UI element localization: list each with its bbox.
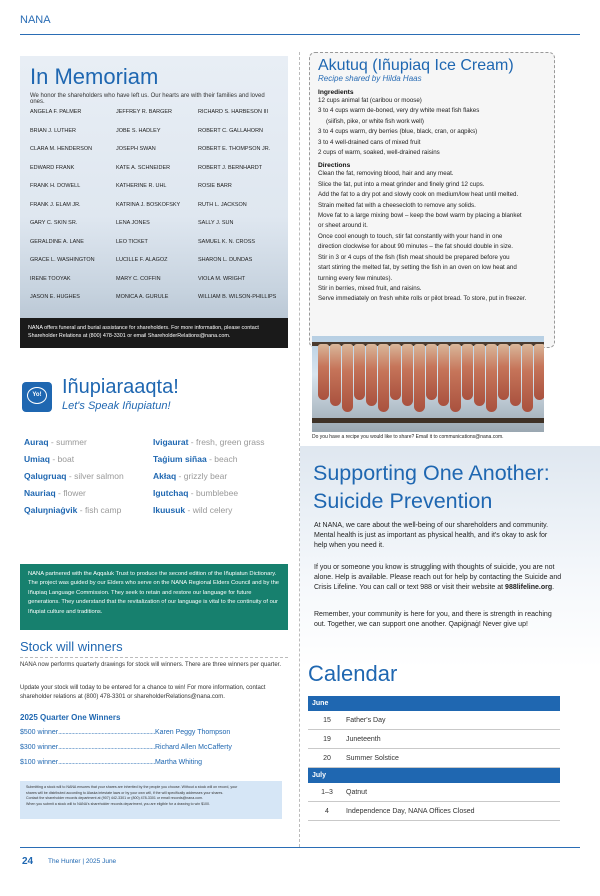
fish-strip (450, 344, 461, 412)
calendar-event: Independence Day, NANA Offices Closed (346, 808, 475, 815)
memoriam-name: LEO TICKET (116, 238, 148, 245)
calendar-date: 20 (323, 755, 331, 762)
vocabulary-list (24, 434, 289, 519)
vocabulary-meaning: beach (214, 454, 238, 464)
direction-line: Once cool enough to touch, stir fat constantly with your hand in one (318, 232, 503, 240)
fish-strip (390, 344, 401, 400)
memoriam-name: KATE A. SCHNEIDER (116, 164, 171, 171)
vocabulary-separator: - (49, 454, 58, 464)
direction-line: Add the fat to a dry pot and slowly cook on medium/low heat until melted. (318, 191, 519, 199)
vocabulary-word: Umiaq (24, 454, 50, 464)
fish-strip (342, 344, 353, 412)
recipe-title: Akutuq (Iñupiaq Ice Cream) (318, 57, 514, 74)
memoriam-name: MARY C. COFFIN (116, 275, 161, 282)
memoriam-name: RUTH L. JACKSON (198, 201, 247, 208)
memoriam-note: NANA offers funeral and burial assistance for shareholders. For more information, please contact Shareholder Relations at (800) 478-3301 or email ShareholderRelations@nana.com. (20, 318, 288, 348)
ingredient-line: 2 cups of warm, soaked, well-drained raisins (318, 149, 440, 157)
fish-strip (522, 344, 533, 412)
vocabulary-meaning: grizzly bear (183, 471, 228, 481)
vocabulary-word: Akłaq (153, 471, 177, 481)
lifeline-link[interactable]: 988lifeline.org (505, 583, 553, 591)
header-rule (20, 34, 580, 35)
winner-leader-dots: ................................................................... (58, 759, 155, 766)
suicide-p1: At NANA, we care about the well-being of our shareholders and community. Mental health is just as important as physical health, and it's okay to ask for help when you need it. (314, 522, 549, 549)
vocabulary-meaning: fish camp (84, 505, 122, 515)
ingredient-line: 3 to 4 cups warm de-boned, very dry white meat fish flakes (318, 107, 480, 115)
ingredient-line: (siifish, pike, or white fish work well) (326, 117, 424, 125)
calendar-table (308, 696, 560, 821)
memoriam-name: LENA JONES (116, 220, 150, 226)
winner-name: Martha Whiting (154, 759, 203, 766)
fish-strip (330, 344, 341, 406)
memoriam-name: LUCILLE F. ALAGOZ (116, 257, 168, 263)
stock-rule (20, 657, 288, 658)
winner-leader-dots: ................................................................... (58, 729, 155, 736)
calendar-row (308, 749, 560, 768)
vocabulary-item (153, 485, 289, 502)
memoriam-title: In Memoriam (30, 64, 159, 89)
fish-strip (534, 344, 544, 400)
stock-update-note: Update your stock will today to be entered for a chance to win! For more information, contact shareholder relations at (800) 478-3301 or shareholderRelations@nana.com. (20, 685, 266, 700)
memoriam-name: FRANK J. ELAM JR. (30, 201, 81, 208)
vocabulary-item (153, 451, 289, 468)
recipe-box (309, 52, 555, 348)
memoriam-name: GARY C. SKIN SR. (30, 220, 78, 226)
memoriam-name: ROBERT E. THOMPSON JR. (198, 146, 271, 152)
suicide-p2-end: . (552, 583, 555, 591)
vocabulary-word: Qaluŋniaġvik (24, 505, 78, 515)
memoriam-name: KATHERINE R. UHL (116, 183, 167, 189)
vocabulary-separator: - (77, 505, 85, 515)
direction-line: Stir in 3 or 4 cups of the fish (fish meat should be prepared before you (318, 253, 510, 261)
directions-list (318, 169, 546, 304)
vocabulary-separator: - (55, 488, 64, 498)
fish-strip (498, 344, 509, 400)
fish-strip (414, 344, 425, 412)
stock-fine-print (20, 781, 282, 819)
in-memoriam-panel (20, 56, 288, 348)
calendar-month-july: July (308, 768, 560, 783)
direction-line: Move fat to a large mixing bowl – keep the bowl warm by placing a blanket (318, 212, 522, 220)
recipe-byline: Recipe shared by Hilda Haas (318, 74, 422, 83)
vocabulary-item (153, 502, 289, 519)
vocabulary-word: Taġium siñaa (153, 454, 207, 464)
fish-strip (486, 344, 497, 412)
fish-strip (354, 344, 365, 400)
memoriam-name: JEFFREY R. BARGER (116, 109, 172, 115)
fish-strip (402, 344, 413, 406)
fish-strip (510, 344, 521, 406)
direction-line: Slice the fat, put into a meat grinder and finely grind 12 cups. (318, 180, 485, 188)
memoriam-name: MONICA A. GURULE (116, 294, 169, 300)
memoriam-name: JASON E. HUGHES (30, 294, 80, 300)
winner-row (20, 759, 270, 766)
vocabulary-separator: - (185, 505, 193, 515)
page-number: 24 (22, 856, 34, 867)
calendar-date: 4 (325, 808, 329, 815)
vocabulary-separator: - (188, 488, 196, 498)
vocabulary-meaning: wild celery (192, 505, 233, 515)
memoriam-intro: We honor the shareholders who have left us. Our hearts are with their families and loved ones. (30, 93, 265, 105)
memoriam-name: JOSEPH SWAN (116, 146, 156, 152)
speech-bubble-icon (22, 382, 52, 412)
vocabulary-meaning: boat (57, 454, 75, 464)
memoriam-name: VIOLA M. WRIGHT (198, 275, 246, 282)
memoriam-name: ROSIE BARR (198, 183, 232, 189)
vocabulary-separator: - (206, 454, 215, 464)
calendar-date: 15 (323, 717, 331, 724)
vocabulary-meaning: silver salmon (74, 471, 124, 481)
calendar-event: Qatnut (346, 789, 368, 796)
stock-intro: NANA now performs quarterly drawings for stock will winners. There are three winners per quarter. (20, 662, 281, 668)
section-header: NANA (20, 14, 51, 26)
ingredient-line: 12 cups animal fat (caribou or moose) (318, 97, 422, 104)
inupiaraaqta-title: Iñupiaraaqta! (62, 376, 179, 398)
fine-print-line: Submitting a stock will to NANA ensures that your shares are inherited by the people you choose. Without a stock will on record, your (26, 785, 238, 789)
memoriam-name: KATRINA J. BOSKOFSKY (116, 201, 181, 208)
ingredient-line: 3 to 4 cups warm, dry berries (blue, black, cran, or aqpiks) (318, 128, 478, 136)
vocabulary-separator: - (188, 437, 196, 447)
vocabulary-item (24, 502, 153, 519)
vocabulary-meaning: fresh, green grass (196, 437, 265, 447)
calendar-row (308, 802, 560, 821)
calendar-event: Father's Day (346, 717, 386, 724)
memoriam-name: GRACE L. WASHINGTON (30, 257, 95, 263)
calendar-month-june: June (308, 696, 560, 711)
vocabulary-meaning: summer (56, 437, 87, 447)
suicide-p3: Remember, your community is here for you, and there is strength in reaching out. Together, we can support one another. Qapiġnaġ! Never give up! (314, 611, 552, 628)
ingredient-line: 3 to 4 well-drained cans of mixed fruit (318, 138, 421, 146)
dictionary-partner-note: NANA partnered with the Aqqaluk Trust to produce the second edition of the Iñupiatun Dictionary. The project was guided by our Elders who serve on the NANA Regional Elders Council and by the Iñupiaq Language Commission. They seek to retain and restore our language for future generations. They understand that the revitalization of our language is vital to the continuity of our Iñupiat culture and traditions. (20, 564, 288, 630)
direction-line: direction clockwise for about 90 minutes – the fat should double in size. (318, 243, 514, 251)
calendar-row (308, 730, 560, 749)
ingredients-heading: Ingredients (318, 89, 354, 96)
title-line-1: Supporting One Another: (313, 461, 550, 485)
calendar-event: Summer Solstice (346, 755, 399, 762)
suicide-p2-text: If you or someone you know is struggling with thoughts of suicide, you are not alone. Help is available. Please reach out for help by contacting the Suicide and Crisis Lifeline. You can call or text 988 or visit their website at (314, 564, 562, 591)
memoriam-name: CLARA M. HENDERSON (30, 146, 93, 152)
memoriam-name: ANGELA F. PALMER (30, 109, 82, 115)
memoriam-name: SAMUEL K. N. CROSS (198, 238, 256, 245)
fish-strip (378, 344, 389, 412)
winner-row (20, 729, 270, 736)
calendar-row (308, 783, 560, 802)
winner-name: Richard Allen McCafferty (154, 744, 232, 751)
fish-strip (438, 344, 449, 406)
suicide-p2 (314, 563, 562, 592)
calendar-date: 1–3 (321, 789, 333, 796)
memoriam-name: EDWARD FRANK (30, 164, 75, 171)
winner-leader-dots: ................................................................... (58, 744, 155, 751)
vocabulary-word: Ivigaurat (153, 437, 189, 447)
winner-amount: $100 winner (20, 759, 59, 766)
memoriam-name: WILLIAM B. WILSON-PHILLIPS (198, 294, 277, 300)
memoriam-name: RICHARD S. HARBESON III (198, 109, 269, 115)
memoriam-name: GERALDINE A. LANE (30, 238, 84, 245)
fine-print-line: shares will be distributed according to Alaska intestate laws or by your own will, if the will specifically addresses your shares. (26, 790, 224, 795)
calendar-event: Juneteenth (346, 736, 381, 743)
winner-row (20, 744, 270, 751)
calendar-row (308, 711, 560, 730)
memoriam-names-list (30, 103, 288, 307)
fish-strip (366, 344, 377, 406)
memoriam-name: SHARON L. DUNDAS (198, 257, 253, 263)
title-line-2: Suicide Prevention (313, 489, 493, 513)
memoriam-name: BRIAN J. LUTHER (30, 127, 76, 134)
winners-heading: 2025 Quarter One Winners (20, 713, 121, 722)
speech-bubble-label: Yo! (27, 387, 47, 404)
memoriam-name: FRANK H. DOWELL (30, 183, 81, 189)
recipe-photo-caption: Do you have a recipe you would like to share? Email it to communications@nana.com. (312, 434, 504, 440)
direction-line: or sheet around it. (318, 222, 368, 230)
direction-line: Strain melted fat with a cheesecloth to remove any solids. (318, 201, 476, 209)
direction-line: start stirring the melted fat, by setting the fish in an oven on low heat and (318, 264, 517, 272)
fish-strip (462, 344, 473, 400)
fish-strip (474, 344, 485, 406)
vocabulary-meaning: flower (63, 488, 86, 498)
directions-heading: Directions (318, 162, 351, 170)
memoriam-name: IRENE TOOYAK (30, 275, 71, 282)
memoriam-name: JOBE S. HADLEY (116, 127, 161, 134)
fine-print-line: When you submit a stock will to NANA's shareholder records department, you are eligible for a drawing to win $100. (26, 801, 211, 806)
vocabulary-word: Ikuusuk (153, 505, 186, 515)
vocabulary-item (24, 451, 153, 468)
memoriam-name: ROBERT C. GALLAHORN (198, 127, 264, 134)
vocabulary-meaning: bumblebee (195, 488, 239, 498)
suicide-prevention-title (313, 459, 550, 515)
winner-name: Karen Peggy Thompson (154, 729, 231, 736)
vocabulary-item (153, 434, 289, 451)
vocabulary-word: Auraq (24, 437, 49, 447)
publication-name: The Hunter | 2025 June (48, 858, 117, 865)
inupiaraaqta-subtitle: Let's Speak Iñupiatun! (62, 400, 171, 412)
direction-line: turning every few minutes). (318, 274, 393, 282)
vocabulary-word: Igutchaq (153, 488, 189, 498)
ingredients-list (318, 96, 546, 158)
footer-rule (20, 847, 580, 848)
vocabulary-word: Nauriaq (24, 488, 56, 498)
vocabulary-item (24, 485, 153, 502)
vocabulary-separator: - (48, 437, 57, 447)
winner-amount: $300 winner (20, 744, 59, 751)
fine-print-line: Contact the shareholder records department at (907) 442-3301 or (800) 478-3301 or email records@nana.com. (26, 796, 204, 801)
direction-line: Stir in berries, mixed fruit, and raisins. (318, 284, 422, 292)
vocabulary-item (153, 468, 289, 485)
vocabulary-word: Qalugruaq (24, 471, 67, 481)
vocabulary-separator: - (176, 471, 184, 481)
fish-strip (426, 344, 437, 400)
stock-will-title: Stock will winners (20, 639, 123, 654)
calendar-date: 19 (323, 736, 331, 743)
memoriam-name: SALLY J. SUN (198, 220, 234, 226)
fish-strip (318, 344, 329, 400)
direction-line: Serve immediately on fresh white rolls or pilot bread. To store, put in freezer. (318, 295, 527, 303)
vocabulary-item (24, 468, 153, 485)
memoriam-name: ROBERT J. BERNHARDT (198, 164, 263, 171)
drying-fish-photo (312, 336, 544, 432)
drying-rack-bottom (312, 418, 544, 423)
calendar-title: Calendar (308, 661, 398, 686)
vocabulary-separator: - (66, 471, 75, 481)
winner-amount: $500 winner (20, 729, 59, 736)
vocabulary-item (24, 434, 153, 451)
direction-line: Clean the fat, removing blood, hair and any meat. (318, 170, 454, 178)
